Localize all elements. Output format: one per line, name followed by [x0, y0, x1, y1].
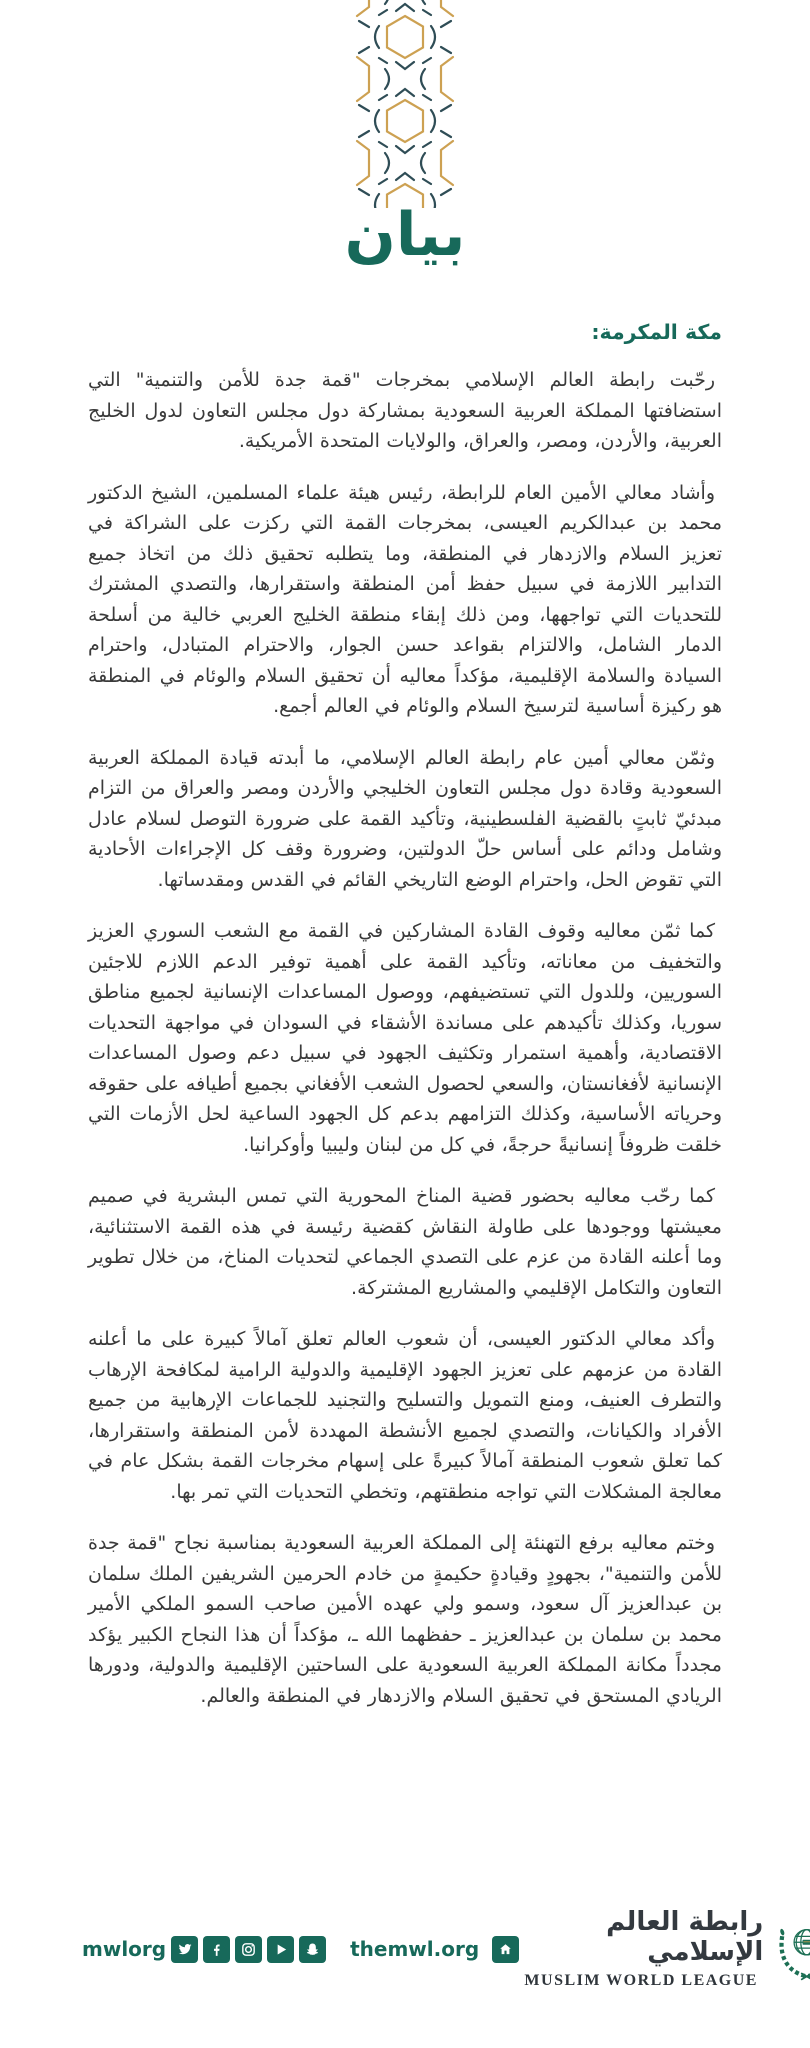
- logo-arabic-name: رابطة العالم الإسلامي: [606, 1907, 764, 1968]
- statement-paragraph: وأكد معالي الدكتور العيسى، أن شعوب العالم تعلق آمالاً كبيرة على ما أعلنه القادة من عزمهم على تعزيز الجهود الإقليمية والدولية الرامية لمكافحة الإرهاب والتطرف العنيف، ومنع التمويل والتسليح والتجنيد للجماعات الإرهابية من جميع الأفراد والكيانات، والتصدي لجميع الأنشطة المهددة لأمن المنطقة واستقرارها، كما تعلق شعوب المنطقة آمالاً كبيرةً على إسهام مخرجات القمة بشكل عام في معالجة المشكلات التي تواجه منطقتهم، وتخطي التحديات التي تمر بها.: [88, 1328, 722, 1503]
- youtube-icon[interactable]: [267, 1936, 294, 1963]
- footer: [0, 1908, 810, 1990]
- statement-paragraph: وثمّن معالي أمين عام رابطة العالم الإسلامي، ما أبدته قيادة المملكة العربية السعودية وقادة دول مجلس التعاون الخليجي والأردن ومصر والعراق من التزام مبدئيّ ثابتٍ بالقضية الفلسطينية، وتأكيد القمة على ضرورة التوصل لسلام عادل وشامل ودائم على أساس حلّ الدولتين، وضرورة وقف كل الإجراءات الأحادية التي تقوض الحل، واحترام الوضع التاريخي القائم في القدس ومقدساتها.: [88, 746, 722, 891]
- statement-paragraph: وختم معاليه برفع التهنئة إلى المملكة العربية السعودية بمناسبة نجاح "قمة جدة للأمن والتنمية"، بجهودٍ وقيادةٍ حكيمةٍ من خادم الحرمين الشريفين الملك سلمان بن عبدالعزيز آل سعود، وسمو ولي عهده الأمين صاحب السمو الملكي الأمير محمد بن سلمان بن عبدالعزيز ـ حفظهما الله ـ، مؤكداً أن هذا النجاح الكبير يؤكد مجدداً مكانة المملكة العربية السعودية على الساحتين الإقليمية والدولية، ودورها الريادي المستحق في تحقيق السلام والازدهار في المنطقة والعالم.: [88, 1532, 722, 1707]
- social-handle-label: mwlorg: [82, 1937, 167, 1962]
- page-title: بيان: [344, 200, 466, 270]
- snapchat-icon[interactable]: [299, 1936, 326, 1963]
- social-links: [82, 1936, 519, 1963]
- geometric-pattern-icon: [355, 0, 455, 208]
- mwl-logo: [519, 1908, 810, 1990]
- facebook-icon[interactable]: [203, 1936, 230, 1963]
- globe-wreath-emblem-icon: [773, 1909, 810, 1989]
- statement-paragraph: وأشاد معالي الأمين العام للرابطة، رئيس هيئة علماء المسلمين، الشيخ الدكتور محمد بن عبدالكريم العيسى، بمخرجات القمة التي ركزت على الشراكة في تعزيز السلام والازدهار في المنطقة، وما يتطلبه تحقيق ذلك من اتخاذ جميع التدابير اللازمة في سبيل حفظ أمن المنطقة واستقرارها، والتصدي المشترك للتحديات التي تواجهها، ومن ذلك إبقاء منطقة الخليج العربي خالية من أسلحة الدمار الشامل، والالتزام بقواعد حسن الجوار، والاحترام المتبادل، واحترام السيادة والسلامة الإقليمية، مؤكداً معاليه أن تحقيق السلام والوئام في المنطقة هو ركيزة أساسية لترسيخ السلام والوئام في العالم أجمع.: [88, 481, 722, 717]
- website-link[interactable]: themwl.org: [350, 1937, 480, 1962]
- home-icon[interactable]: [492, 1936, 519, 1963]
- statement-paragraph: رحّبت رابطة العالم الإسلامي بمخرجات "قمة جدة للأمن والتنمية" التي استضافتها المملكة العربية السعودية بمشاركة دول مجلس التعاون لدول الخليج العربية، والأردن، ومصر، والعراق، والولايات المتحدة الأمريكية.: [88, 369, 722, 452]
- logo-english-name: MUSLIM WORLD LEAGUE: [524, 1972, 758, 1989]
- decorative-pattern: [0, 0, 810, 208]
- twitter-icon[interactable]: [171, 1936, 198, 1963]
- statement-paragraph: كما رحّب معاليه بحضور قضية المناخ المحورية التي تمس البشرية في صميم معيشتها ووجودها على طاولة النقاش كقضية رئيسة في هذه القمة الاستثنائية، وما أعلنه القادة من عزم على التصدي الجماعي لتحديات المناخ، من خلال تطوير التعاون والتكامل الإقليمي والمشاريع المشتركة.: [88, 1185, 722, 1299]
- instagram-icon[interactable]: [235, 1936, 262, 1963]
- location-heading: مكة المكرمة:: [591, 320, 722, 344]
- statement-paragraph: كما ثمّن معاليه وقوف القادة المشاركين في القمة مع الشعب السوري العزيز والتخفيف من معاناته، وتأكيد القمة على أهمية توفير الدعم اللازم للاجئين السوريين، وللدول التي تستضيفهم، ووصول المساعدات الإنسانية لجميع مناطق سوريا، وكذلك تأكيدهم على مساندة الأشقاء في السودان في مواجهة التحديات الاقتصادية، وأهمية استمرار وتكثيف الجهود في سبيل دعم وصول المساعدات الإنسانية لأفغانستان، والسعي لحصول الشعب الأفغاني بجميع أطيافه على حقوقه وحرياته الأساسية، وكذلك التزامهم بدعم كل الجهود الساعية لحل الأزمات التي خلقت ظروفاً إنسانيةً حرجةً، في كل من لبنان وليبيا وأوكرانيا.: [88, 920, 722, 1156]
- statement-body: [0, 268, 810, 1823]
